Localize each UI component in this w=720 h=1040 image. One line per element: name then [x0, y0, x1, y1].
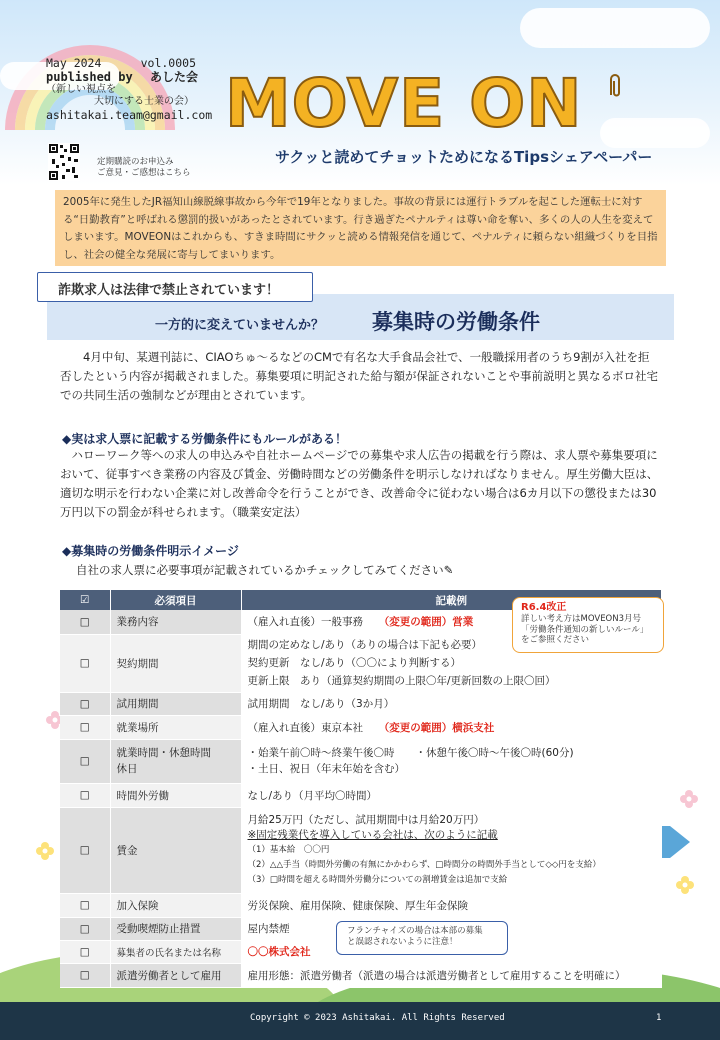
contact-email[interactable]: ashitakai.team@gmail.com	[46, 108, 213, 122]
qr-caption-line: ご意見・ご感想はこちら	[97, 168, 191, 178]
row-item: 加入保険	[110, 893, 241, 917]
row-checkbox[interactable]: □	[60, 692, 110, 715]
paperclip-icon	[605, 73, 625, 99]
row-item: 派遣労働者として雇用	[110, 963, 241, 987]
footer	[0, 1002, 720, 1040]
revision-callout	[512, 597, 664, 653]
row-example: 労災保険、雇用保険、健康保険、厚生年金保険	[241, 893, 662, 917]
example-line: 月給25万円（ただし、試用期間中は月給20万円）	[247, 813, 485, 826]
article-subtitle: 一方的に変えていませんか？	[155, 318, 325, 333]
row-checkbox[interactable]: □	[60, 783, 110, 807]
table-row	[60, 783, 662, 807]
section-heading: ◆募集時の労働条件明示イメージ	[62, 544, 239, 558]
page-number: 1	[656, 1013, 662, 1023]
row-example: なし/あり（月平均〇時間）	[241, 783, 662, 807]
table-row	[60, 715, 662, 739]
published-by-label: published by	[46, 70, 133, 84]
example-line: （3）□時間を超える時間外労働分についての割増賃金は追加で支給	[247, 874, 508, 885]
franchise-callout	[336, 921, 508, 955]
row-checkbox[interactable]: □	[60, 893, 110, 917]
change-scope-text: （変更の範囲）営業	[384, 616, 474, 629]
table-row	[60, 739, 662, 783]
row-item: 契約期間	[110, 634, 241, 692]
table-row	[60, 893, 662, 917]
issue-volume: vol.0005	[140, 56, 196, 70]
example-line: （1）基本給 〇〇円	[247, 844, 330, 855]
row-checkbox[interactable]: □	[60, 634, 110, 692]
row-item-line: 休日	[116, 763, 138, 775]
flower-icon	[36, 842, 54, 860]
section-heading: ◆実は求人票に記載する労働条件にもルールがある！	[62, 432, 347, 446]
row-item	[110, 739, 241, 783]
row-item: 試用期間	[110, 692, 241, 715]
row-checkbox[interactable]: □	[60, 610, 110, 634]
row-item: 賃金	[110, 807, 241, 893]
row-example: （雇入れ直後）一般事務 （変更の範囲）営業	[241, 610, 662, 634]
row-example	[241, 807, 662, 893]
article-paragraph: 自社の求人票に必要事項が記載されているかチェックしてみてください✎	[76, 563, 454, 577]
cloud	[600, 118, 710, 148]
newsletter-logo: MOVE ON	[225, 65, 583, 142]
row-checkbox[interactable]: □	[60, 917, 110, 940]
example-line: 期間の定めなし/あり（ありの場合は下記も必要）	[247, 639, 483, 651]
callout-title: R6.4改正	[521, 602, 567, 613]
table-header-item: 必須項目	[110, 590, 241, 610]
row-checkbox[interactable]: □	[60, 963, 110, 987]
qr-caption-line: 定期購読のお申込み	[97, 157, 174, 167]
qr-caption	[97, 157, 191, 179]
table-row	[60, 807, 662, 893]
example-line: 契約更新 なし/あり（〇〇により判断する）	[247, 657, 462, 669]
table-row	[60, 963, 662, 987]
row-example: 屋内禁煙	[241, 917, 662, 940]
example-line: 更新上限 あり（通算契約期間の上限〇年/更新回数の上限〇回）	[247, 675, 556, 687]
row-example	[241, 739, 662, 783]
row-checkbox[interactable]: □	[60, 807, 110, 893]
article-tag: 詐欺求人は法律で禁止されています！	[37, 272, 313, 302]
article-paragraph: 4月中旬、某週刊誌に、CIAOちゅ～るなどのCMで有名な大手食品会社で、一般職採用者のうち9割が入社を拒否したという内容が掲載されました。募集要項に明記された給与額が保証されないことや事前説明と異なるボロ社宅での共同生活の強制などが理由とされています。	[60, 350, 658, 402]
table-header-example: 記載例	[241, 590, 662, 610]
change-scope-text: （変更の範囲）横浜支社	[384, 721, 495, 734]
publication-meta	[46, 56, 212, 122]
row-example: 試用期間 なし/あり（3か月）	[241, 692, 662, 715]
row-item-line: 就業時間・休憩時間	[116, 747, 211, 759]
row-example: （雇入れ直後）東京本社 （変更の範囲）横浜支社	[241, 715, 662, 739]
publisher-subtitle-2: 大切にする士業の会）	[94, 96, 194, 107]
intro-box: 2005年に発生したJR福知山線脱線事故から今年で19年となりました。事故の背景には運行トラブルを起こした運転士に対する“日勤教育”と呼ばれる懲罰的扱いがあったとされています。行き過ぎたペナルティは尊い命を奪い、多くの人の人生を変えてしまいます。MOVEONはこれからも、すきま時間にサクッと読める情報発信を通じて、ペナルティに頼らない組織づくりを目指し、社会の健全な発展に寄与してまいります。	[55, 190, 666, 266]
table-header-check: ☑	[60, 590, 110, 610]
row-checkbox[interactable]: □	[60, 715, 110, 739]
row-checkbox[interactable]: □	[60, 940, 110, 963]
callout-line: 詳しい考え方はMOVEON3月号	[521, 614, 642, 624]
issue-date: May 2024	[46, 56, 102, 70]
flower-icon	[680, 790, 698, 808]
table-row	[60, 692, 662, 715]
row-item: 受動喫煙防止措置	[110, 917, 241, 940]
row-checkbox[interactable]: □	[60, 739, 110, 783]
row-item: 業務内容	[110, 610, 241, 634]
callout-line: フランチャイズの場合は本部の募集	[347, 926, 483, 936]
example-line: ・始業午前〇時～終業午後〇時 ・休憩午後〇時～午後〇時(60分)	[247, 747, 574, 759]
row-example: 〇〇株式会社	[241, 940, 662, 963]
flower-icon	[676, 876, 694, 894]
publisher-subtitle: （新しい視点を	[46, 84, 116, 95]
example-line: （2）△△手当（時間外労働の有無にかかわらず、□時間分の時間外手当として◇◇円を支給）	[247, 859, 601, 870]
row-example: 雇用形態：派遣労働者（派遣の場合は派遣労働者として雇用することを明確に）	[241, 963, 662, 987]
article-paragraph: ハローワーク等への求人の申込みや自社ホームページでの募集や求人広告の掲載を行う際は、求人票や募集要項において、従事すべき業務の内容及び賃金、労働時間などの労働条件を明示しなければなりません。厚生労働大臣は、適切な明示を行わない企業に対し改善命令を行うことができ、改善命令に従わない場合は6カ月以下の懲役または30万円以下の罰金が科せられます。（職業安定法）	[60, 448, 659, 519]
publisher-name: あした会	[149, 70, 198, 84]
row-item: 時間外労働	[110, 783, 241, 807]
cloud	[520, 8, 710, 48]
tagline: サクッと読めてチョットためになるTipsシェアペーパー	[275, 148, 653, 166]
row-item: 募集者の氏名または名称	[110, 940, 241, 963]
row-item: 就業場所	[110, 715, 241, 739]
copyright: Copyright © 2023 Ashitakai. All Rights Reserved	[250, 1013, 505, 1023]
callout-line: 「労働条件通知の新しいルール」をご参照ください	[521, 624, 649, 645]
article-title: 募集時の労働条件	[372, 310, 540, 334]
example-line: ※固定残業代を導入している会社は、次のように記載	[247, 828, 498, 841]
example-line: ・土日、祝日（年末年始を含む）	[247, 763, 405, 775]
qr-code-icon[interactable]	[48, 143, 80, 181]
callout-line: と誤認されないように注意！	[347, 937, 458, 947]
